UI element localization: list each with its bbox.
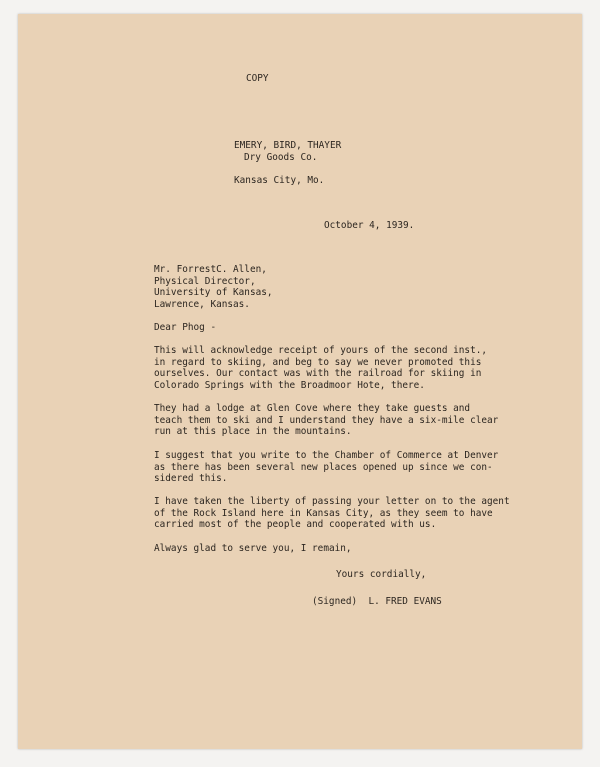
body-paragraph: I suggest that you write to the Chamber of Commerce at Denver as there has been several new places opened up since we con- sidered this. xyxy=(154,450,499,485)
letter-date: October 4, 1939. xyxy=(324,220,415,231)
recipient-title: Physical Director, xyxy=(154,276,256,287)
company-name: EMERY, BIRD, THAYER xyxy=(234,140,342,151)
recipient-name: Mr. ForrestC. Allen, xyxy=(154,264,267,275)
company-subtitle: Dry Goods Co. xyxy=(244,152,318,163)
body-paragraph: Always glad to serve you, I remain, xyxy=(154,543,352,554)
letter-page xyxy=(18,14,582,749)
body-paragraph: This will acknowledge receipt of yours of the second inst., in regard to skiing, and beg to say we never promoted this ourselves. Our contact was with the railroad for skiing in Colorado Springs with the Broadmoor Hote, there. xyxy=(154,345,488,392)
recipient-institution: University of Kansas, xyxy=(154,287,273,298)
signature-line: (Signed) L. FRED EVANS xyxy=(312,596,442,607)
body-paragraph: I have taken the liberty of passing your letter on to the agent of the Rock Island here in Kansas City, as they seem to have carried most of the people and cooperated with us. xyxy=(154,496,510,531)
letterhead-location: Kansas City, Mo. xyxy=(234,175,325,186)
recipient-city: Lawrence, Kansas. xyxy=(154,299,250,310)
body-paragraph: They had a lodge at Glen Cove where they take guests and teach them to ski and I understand they have a six-mile clear run at this place in the mountains. xyxy=(154,403,499,438)
complimentary-close: Yours cordially, xyxy=(336,569,427,580)
copy-label: COPY xyxy=(246,73,269,84)
salutation: Dear Phog - xyxy=(154,322,217,333)
